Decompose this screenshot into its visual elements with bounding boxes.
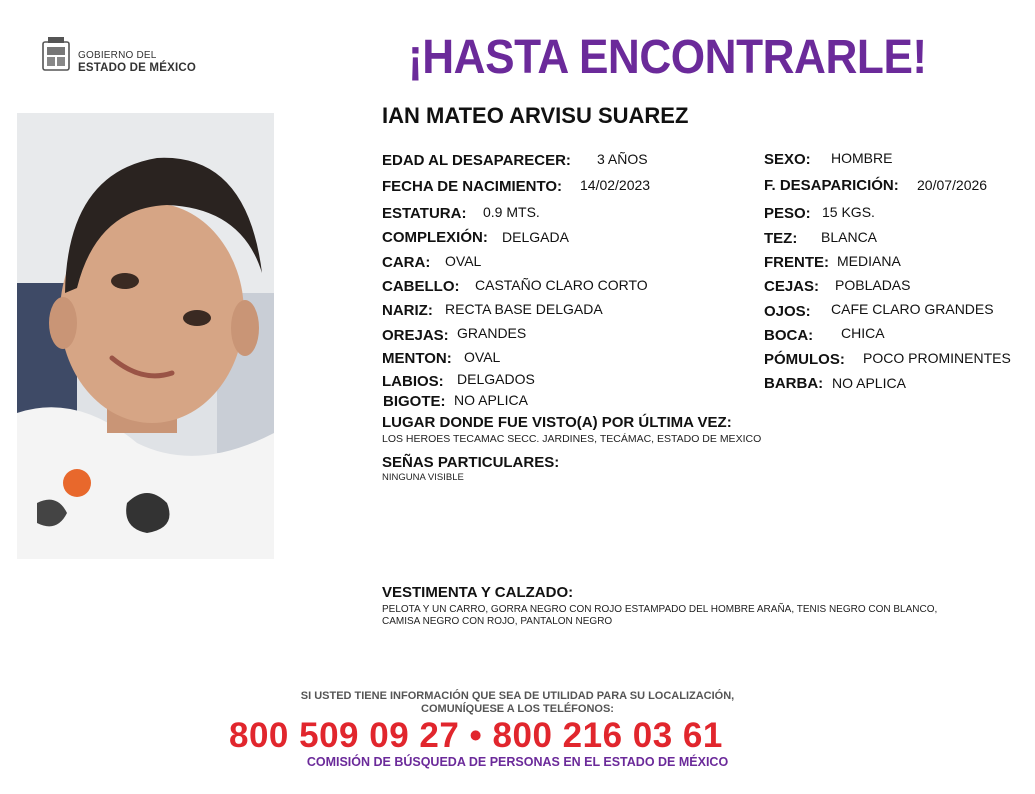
age-label: EDAD AL DESAPARECER:: [382, 152, 571, 169]
face-label: CARA:: [382, 254, 431, 271]
face-value: OVAL: [445, 253, 482, 269]
hair-label: CABELLO:: [382, 278, 460, 295]
distinguishing-marks-label: SEÑAS PARTICULARES:: [382, 454, 560, 471]
commission-name: COMISIÓN DE BÚSQUEDA DE PERSONAS EN EL ESTADO DE MÉXICO: [306, 755, 729, 769]
lips-label: LABIOS:: [382, 373, 444, 390]
mouth-label: BOCA:: [764, 327, 814, 344]
gov-line-2: ESTADO DE MÉXICO: [78, 62, 196, 74]
info-line-2: COMUNÍQUESE A LOS TELÉFONOS:: [421, 703, 614, 715]
nose-value: RECTA BASE DELGADA: [445, 301, 603, 317]
cheekbones-label: PÓMULOS:: [764, 351, 845, 368]
complexion-label: TEZ:: [764, 230, 798, 247]
hair-value: CASTAÑO CLARO CORTO: [475, 277, 648, 293]
info-line-1: SI USTED TIENE INFORMACIÓN QUE SEA DE UTILIDAD PARA SU LOCALIZACIÓN,: [300, 690, 735, 702]
cheekbones-value: POCO PROMINENTES: [863, 350, 1011, 366]
clothing-line-1: PELOTA Y UN CARRO, GORRA NEGRO CON ROJO ESTAMPADO DEL HOMBRE ARAÑA, TENIS NEGRO CON BLANCO,: [382, 604, 938, 615]
mustache-label: BIGOTE:: [383, 393, 446, 410]
chin-label: MENTON:: [382, 350, 452, 367]
clothing-line-2: CAMISA NEGRO CON ROJO, PANTALON NEGRO: [382, 616, 613, 627]
weight-label: PESO:: [764, 205, 811, 222]
ears-label: OREJAS:: [382, 327, 449, 344]
sex-value: HOMBRE: [831, 150, 893, 166]
last-seen-label: LUGAR DONDE FUE VISTO(A) POR ÚLTIMA VEZ:: [382, 414, 732, 431]
eyes-label: OJOS:: [764, 303, 811, 320]
forehead-value: MEDIANA: [837, 253, 901, 269]
birthdate-value: 14/02/2023: [580, 177, 651, 193]
beard-label: BARBA:: [764, 375, 824, 392]
beard-value: NO APLICA: [832, 375, 906, 391]
eyebrows-label: CEJAS:: [764, 278, 820, 295]
distinguishing-marks-value: NINGUNA VISIBLE: [382, 472, 464, 483]
headline: ¡HASTA ENCONTRARLE!: [408, 31, 927, 84]
build-value: DELGADA: [502, 229, 569, 245]
state-crest-icon: [40, 36, 72, 74]
height-label: ESTATURA:: [382, 205, 467, 222]
lips-value: DELGADOS: [457, 371, 535, 387]
eyes-value: CAFE CLARO GRANDES: [831, 301, 994, 317]
height-value: 0.9 MTS.: [483, 204, 540, 220]
birthdate-label: FECHA DE NACIMIENTO:: [382, 178, 562, 195]
disappearance-date-value: 20/07/2026: [917, 177, 988, 193]
build-label: COMPLEXIÓN:: [382, 229, 488, 246]
weight-value: 15 KGS.: [822, 204, 875, 220]
phone-numbers: 800 509 09 27 • 800 216 03 61: [229, 716, 723, 755]
government-logo: [40, 36, 200, 78]
age-value: 3 AÑOS: [597, 151, 648, 167]
mouth-value: CHICA: [841, 325, 885, 341]
chin-value: OVAL: [464, 349, 501, 365]
complexion-value: BLANCA: [821, 229, 878, 245]
missing-person-photo: [17, 113, 274, 559]
person-name: IAN MATEO ARVISU SUAREZ: [382, 103, 689, 128]
mustache-value: NO APLICA: [454, 392, 528, 408]
disappearance-date-label: F. DESAPARICIÓN:: [764, 177, 899, 194]
gov-line-1: GOBIERNO DEL: [78, 50, 157, 61]
ears-value: GRANDES: [457, 325, 527, 341]
nose-label: NARIZ:: [382, 302, 433, 319]
clothing-label: VESTIMENTA Y CALZADO:: [382, 584, 574, 601]
forehead-label: FRENTE:: [764, 254, 829, 271]
sex-label: SEXO:: [764, 151, 811, 168]
eyebrows-value: POBLADAS: [835, 277, 911, 293]
last-seen-value: LOS HEROES TECAMAC SECC. JARDINES, TECÁMAC, ESTADO DE MEXICO: [382, 433, 762, 445]
